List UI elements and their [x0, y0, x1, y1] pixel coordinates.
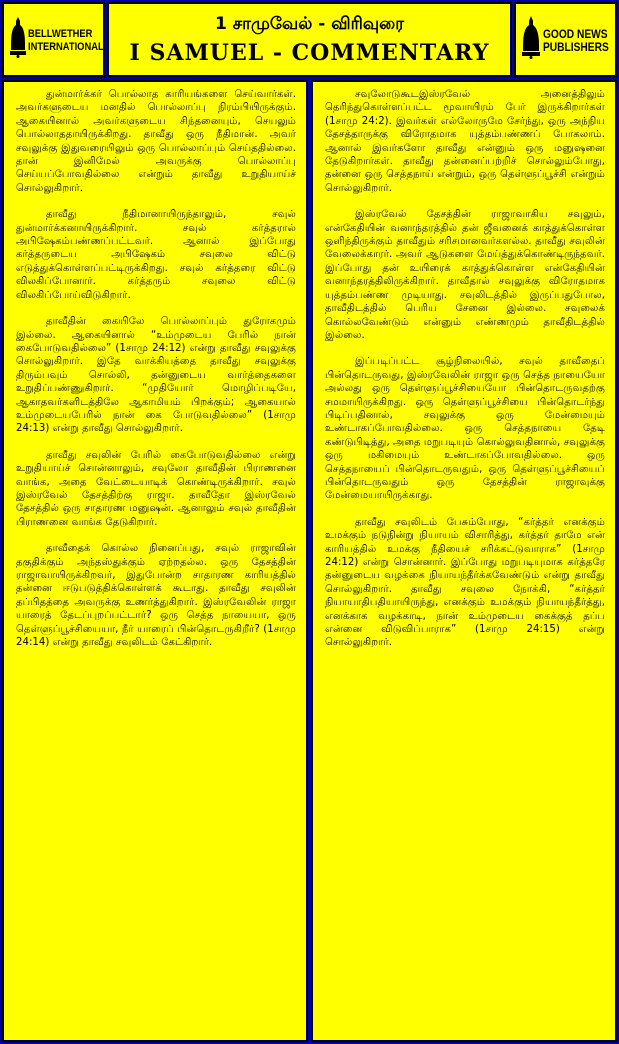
paragraph: தாவீது சவுலிடம் பேசும்போது, “கர்த்தர் எனக்கும் உமக்கும் நடுநின்று நியாயம் விசாரித்து, கர்த்தர் தாமே என் காரியத்தில் உமக்கு நீதியைச் சரிக்கட்டுவாராக” (1சாமு 24:12) என்று சொன்னார். இப்போது மறுபடியுமாக கர்த்தரே தன்னுடைய வழக்கை நியாயந்தீர்க்கவேண்டும் என்று தாவீது சொல்லுகிறார். தாவீது சவுலை நோக்கி, “கர்த்தர் நியாயாதிபதியாயிருந்து, எனக்கும் உமக்கும் நியாயந்தீர்த்து, எனக்காக வழக்காடி, நான் உம்முடைய கைக்குத் தப்ப என்னை விடுவிப்பாராக” (1சாமு 24:15) என்று சொல்லுகிறார்.	[325, 516, 605, 649]
paragraph: தாவீது நீதிமானாயிருந்தாலும், சவுல் துன்மார்க்கனாயிருக்கிறார். சவுல் கர்த்தரால் அபிஷேகம்பண்ணப்பட்டவர். ஆனால் இப்போது கர்த்தருடைய அபிஷேகம் சவுலை விட்டு எடுத்துக்கொள்ளப்பட்டிருக்கிறது. சவுல் கர்த்தரை விட்டு விலகிப்போனார். கர்த்தரும் சவுலை விட்டு விலகிப்போய்விடுகிறார்.	[16, 209, 296, 301]
paragraph: துன்மார்க்கர் பொல்லாத காரியங்களை செய்வார்கள். அவர்களுடைய மனதில் பொல்லாப்பு நிரம்பியிருக்கும். ஆகையினால் அவர்களுடைய சிந்தனையும், செயலும் பொல்லாததாயிருக்கிறது. தாவீது ஒரு நீதிமான். அவர் சவுலுக்கு இதுவரையிலும் ஒரு பொல்லாப்பும் செய்ததில்லை. தான் இனிமேல் அவருக்கு பொல்லாப்பு செய்யப்போவதில்லை என்றும் தாவீது உறுதியாய்ச் சொல்லுகிறார்.	[16, 89, 296, 194]
page-header	[2, 2, 617, 77]
paragraph: சவுலோடுகூடஇஸ்ரவேல் அனைத்திலும் தெரிந்துகொள்ளப்பட்ட மூவாயிரம் பேர் இருக்கிறார்கள் (1சாமு 24:2). இவர்கள் எல்லோருமே சேர்ந்து, ஒரு அந்நிய தேசத்தாருக்கு விரோதமாக யுத்தம்பண்ணப் போகலாம். ஆனால் இவர்களோ தாவீது என்னும் ஒரு மனுஷனை தேடுகிறார்கள். தாவீது தன்னைப்பற்றிச் சொல்லும்போது, தன்னை ஒரு செத்தநாய் என்றும், ஒரு தெள்ளுப்பூச்சி என்றும் சொல்லுகிறார்.	[325, 89, 605, 194]
paragraph: தாவீது சவுலின் பேரில் கைபோடுவதில்லை என்று உறுதியாய்ச் சொன்னாலும், சவுலோ தாவீதின் பிராணனை வாங்க, அதை வேட்டையாடிக் கொண்டிருக்கிறார். சவுல் இஸ்ரவேல் தேசத்திற்கு ராஜா. தாவீதோ இஸ்ரவேல் தேசத்தில் ஒரு சாதாரண மனுஷன். ஆனாலும் சவுல் தாவீதின் பிராணனை வாங்க தேடுகிறார்.	[16, 449, 296, 528]
right-column	[311, 80, 617, 1042]
title-box	[107, 2, 512, 77]
paragraph: தாவீதைக் கொல்ல நினைப்பது, சவுல் ராஜாவின் தகுதிக்கும் அந்தஸ்துக்கும் ஏற்றதல்ல. ஒரு தேசத்தின் ராஜாவாயிருக்கிறவர், இதுபோன்ற சாதாரண காரியத்தில் தன்னை ஈடுபடுத்திக்கொள்ளக் கூடாது. தாவீது சவுலின் தப்பிதத்தை அவருக்கு உணர்த்துகிறார். இஸ்ரவேலின் ராஜா யாரைத் தேடப்புறப்பட்டார்? ஒரு செத்த நாயையா, ஒரு தெள்ளுப்பூச்சியையா, நீர் யாரைப் பின்தொடருகிறீர்? (1சாமு 24:14) என்று தாவீது சவுலிடம் கேட்கிறார்.	[16, 543, 296, 649]
commentary-columns	[2, 80, 617, 1042]
title-tamil: 1 சாமுவேல் - விரிவுரை	[215, 13, 404, 34]
bell-icon	[10, 16, 26, 58]
right-logo-text: GOOD NEWS PUBLISHERS	[543, 27, 609, 54]
news-icon	[522, 15, 540, 59]
left-column	[2, 80, 308, 1042]
paragraph: இப்படிப்பட்ட சூழ்நிலையில், சவுல் தாவீதைப் பின்தொடருவது, இஸ்ரவேலின் ராஜா ஒரு செத்த நாயையோ அல்லது ஒரு தெள்ளுப்பூச்சியையோ பின்தொடருவதற்கு சமமாயிருக்கிறது. ஒரு தெள்ளுப்பூச்சியை பின்தொடர்ந்து பிடிப்பதினால், சவுலுக்கு ஒரு மேன்மையும் உண்டாகப்போவதில்லை. ஒரு செத்தநாயை தேடி கண்டுபிடித்து, அதை மறுபடியும் கொல்லுவதினால், சவுலுக்கு ஒரு மகிமையும் உண்டாகப்போவதில்லை. ஒரு செத்தநாயைப் பின்தொடருவதும், ஒரு தெள்ளுப்பூச்சியைப் பின்தொடருவதும் ஒரு தேசத்தின் ராஜாவுக்கு மேன்மையாயிருக்காது.	[325, 356, 605, 502]
left-logo-text: BELLWETHER INTERNATIONAL	[28, 28, 104, 53]
right-logo	[514, 2, 617, 77]
paragraph: இஸ்ரவேல் தேசத்தின் ராஜாவாகிய சவுலும், என்கேதியின் வனாந்தரத்தில் தன் ஜீவனைக் காத்துக்கொள்ள ஒளிந்திருக்கும் தாவீதும் சரிசமானவர்களல்ல. தாவீது சவுலின் வேலைக்காரர். அவர் ஆடுகளை மேய்த்துக்கொண்டிருந்தவர். இப்போது தன் உயிரைக் காத்துக்கொள்ள என்கேதியின் வனாந்தரத்திலிருக்கிறார். தாவீதால் சவுலுக்கு விரோதமாக யுத்தம்பண்ண முடியாது. சவுலிடத்தில் இருப்பதுபோல, தாவீதிடத்தில் பெரிய சேனை இல்லை. சவுலைக் கொல்லவேண்டும் என்னும் எண்ணமும் தாவீதிடத்தில் இல்லை.	[325, 209, 605, 341]
left-logo	[2, 2, 105, 77]
title-english: I SAMUEL - COMMENTARY	[129, 39, 490, 66]
paragraph: தாவீதின் கையிலே பொல்லாப்பும் துரோகமும் இல்லை. ஆகையினால் “உம்முடைய பேரில் நான் கைபோடுவதில்லை” (1சாமு 24:12) என்று தாவீது சவுலுக்கு சொல்லுகிறார். இதே வாக்கியத்தை தாவீது சவுலுக்கு திரும்பவும் சொல்லி, தன்னுடைய வார்த்தைகளை உறுதிப்பண்ணுகிறார். “முதியோர் மொழிப்படியே, ஆகாதவர்களிடத்திலே ஆகாமியம் பிறக்கும்; ஆகையால் உம்முடையபேரில் நான் கை போடுவதில்லை” (1சாமு 24:13) என்று தாவீது சொல்லுகிறார்.	[16, 316, 296, 435]
